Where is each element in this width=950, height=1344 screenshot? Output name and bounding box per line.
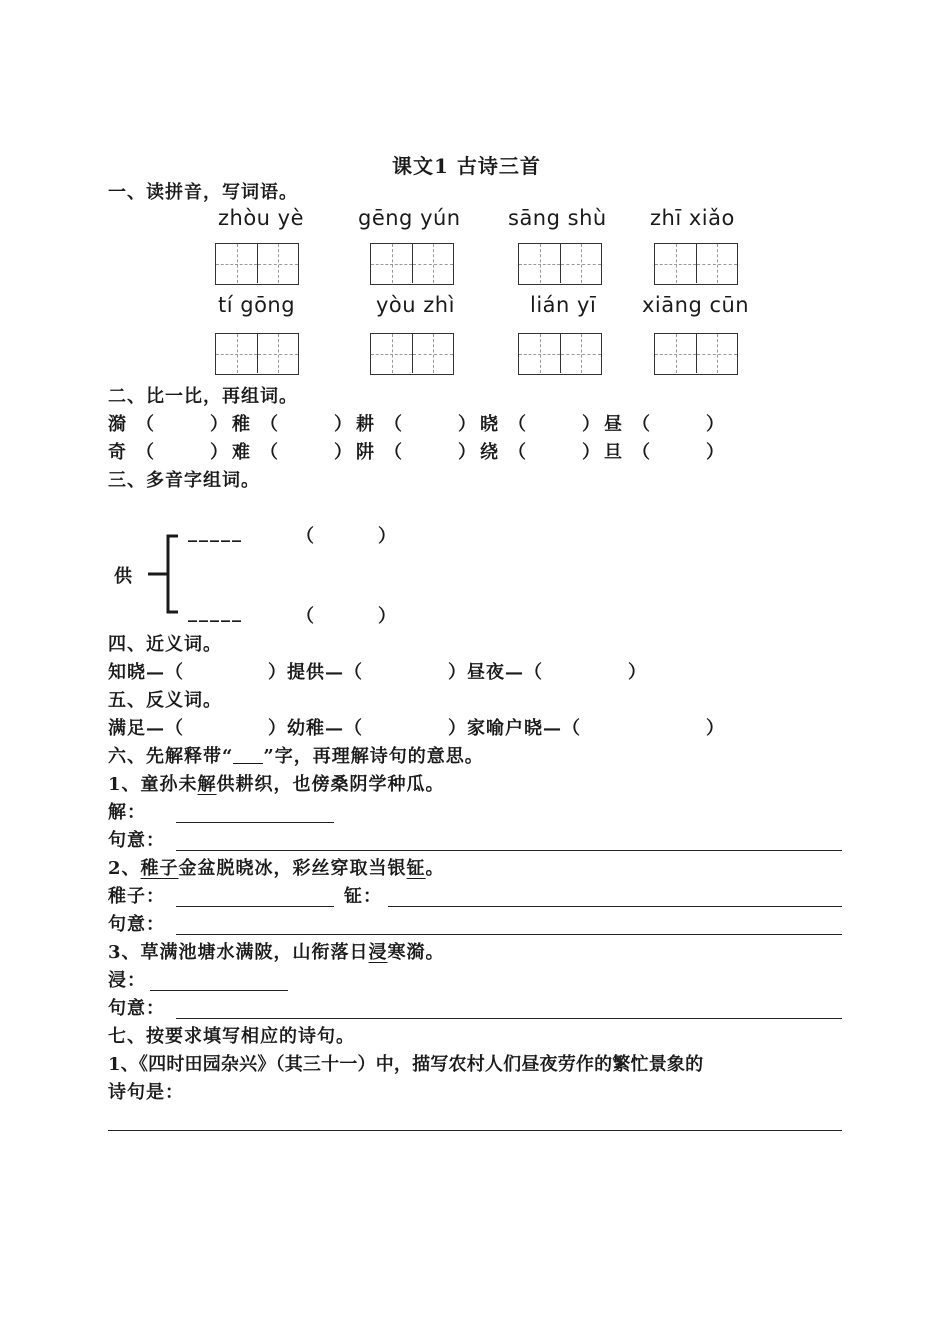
keyword: 稚子 bbox=[140, 858, 179, 879]
paren-open: （ bbox=[384, 442, 403, 463]
pinyin: zhòu yè bbox=[218, 206, 305, 230]
heading-part: ”字，再理解诗句的意思。 bbox=[263, 746, 484, 767]
pinyin: yòu zhì bbox=[376, 293, 455, 317]
paren-close: ） bbox=[582, 414, 601, 435]
answer-line[interactable] bbox=[176, 906, 334, 907]
antonym-item: ） bbox=[706, 718, 725, 739]
answer-label: 稚子： bbox=[108, 886, 165, 907]
paren-open: （ bbox=[296, 606, 315, 627]
answer-label: 钲： bbox=[344, 886, 382, 907]
compare-char: 耕 bbox=[356, 414, 375, 435]
tianzi-grid[interactable] bbox=[215, 243, 299, 285]
compare-char: 绕 bbox=[480, 442, 499, 463]
text: 寒漪。 bbox=[387, 942, 445, 963]
compare-char: 漪 bbox=[108, 414, 127, 435]
section-2-heading: 二、比一比，再组词。 bbox=[108, 386, 298, 407]
paren-close: ） bbox=[210, 442, 229, 463]
antonym-item: ）家喻户晓—（ bbox=[448, 718, 581, 739]
paren-open: （ bbox=[136, 414, 155, 435]
paren-close: ） bbox=[458, 414, 477, 435]
text: 供耕织，也傍桑阴学种瓜。 bbox=[216, 774, 445, 795]
brace-bracket bbox=[146, 532, 186, 616]
heading-part: 六、先解释带“ bbox=[108, 746, 234, 767]
text: 1、童孙未 bbox=[108, 774, 198, 795]
answer-line[interactable] bbox=[176, 1018, 842, 1019]
section-3-heading: 三、多音字组词。 bbox=[108, 470, 260, 491]
paren-open: （ bbox=[136, 442, 155, 463]
answer-label: 浸： bbox=[108, 970, 146, 991]
synonym-item: ）提供—（ bbox=[268, 662, 363, 683]
pinyin: zhī xiǎo bbox=[650, 206, 735, 230]
tianzi-grid[interactable] bbox=[518, 243, 602, 285]
polyphone-char: 供 bbox=[114, 566, 133, 587]
paren-open: （ bbox=[632, 414, 651, 435]
section-1-heading: 一、读拼音，写词语。 bbox=[108, 182, 298, 203]
paren-open: （ bbox=[384, 414, 403, 435]
answer-line[interactable] bbox=[176, 934, 842, 935]
compare-char: 昼 bbox=[604, 414, 623, 435]
page-title: 课文1 古诗三首 bbox=[392, 154, 541, 178]
pinyin: xiāng cūn bbox=[642, 293, 750, 317]
paren-open: （ bbox=[508, 414, 527, 435]
keyword: 浸 bbox=[368, 942, 388, 963]
paren-close: ） bbox=[706, 442, 725, 463]
answer-line[interactable] bbox=[108, 1130, 842, 1131]
tianzi-grid[interactable] bbox=[654, 333, 738, 375]
pinyin: lián yī bbox=[530, 293, 597, 317]
section-6-heading bbox=[108, 742, 484, 768]
compare-char: 奇 bbox=[108, 442, 127, 463]
blank-line[interactable]: _____ bbox=[188, 602, 243, 623]
tianzi-grid[interactable] bbox=[370, 333, 454, 375]
meaning-label: 句意： bbox=[108, 998, 165, 1019]
keyword: 钲 bbox=[406, 858, 426, 879]
tianzi-grid[interactable] bbox=[370, 243, 454, 285]
paren-open: （ bbox=[632, 442, 651, 463]
antonym-item: ）幼稚—（ bbox=[268, 718, 363, 739]
section-5-heading: 五、反义词。 bbox=[108, 690, 222, 711]
tianzi-grid[interactable] bbox=[215, 333, 299, 375]
paren-close: ） bbox=[334, 442, 353, 463]
section-7-heading: 七、按要求填写相应的诗句。 bbox=[108, 1026, 355, 1047]
compare-char: 阱 bbox=[356, 442, 375, 463]
keyword: 解 bbox=[197, 774, 217, 795]
meaning-label: 句意： bbox=[108, 914, 165, 935]
poem-line-3 bbox=[108, 938, 445, 964]
compare-char: 旦 bbox=[604, 442, 623, 463]
compare-char: 难 bbox=[232, 442, 251, 463]
text: 3、草满池塘水满陂，山衔落日 bbox=[108, 942, 369, 963]
text: 。 bbox=[425, 858, 445, 879]
paren-open: （ bbox=[260, 414, 279, 435]
meaning-label: 句意： bbox=[108, 830, 165, 851]
paren-close: ） bbox=[334, 414, 353, 435]
paren-open: （ bbox=[508, 442, 527, 463]
compare-char: 稚 bbox=[232, 414, 251, 435]
text: 2、 bbox=[108, 858, 141, 879]
pinyin: tí gōng bbox=[218, 293, 296, 317]
pinyin: gēng yún bbox=[358, 206, 461, 230]
poem-line-1 bbox=[108, 770, 445, 796]
paren-open: （ bbox=[296, 526, 315, 547]
pinyin: sāng shù bbox=[508, 206, 607, 230]
paren-close: ） bbox=[378, 526, 397, 547]
question-text: 诗句是： bbox=[108, 1082, 184, 1103]
antonym-item: 满足—（ bbox=[108, 718, 184, 739]
tianzi-grid[interactable] bbox=[654, 243, 738, 285]
paren-close: ） bbox=[378, 606, 397, 627]
answer-line[interactable] bbox=[388, 906, 842, 907]
compare-char: 晓 bbox=[480, 414, 499, 435]
tianzi-grid[interactable] bbox=[518, 333, 602, 375]
synonym-item: ） bbox=[628, 662, 647, 683]
poem-line-2 bbox=[108, 854, 445, 880]
answer-label: 解： bbox=[108, 802, 146, 823]
paren-close: ） bbox=[582, 442, 601, 463]
paren-close: ） bbox=[706, 414, 725, 435]
blank-line[interactable]: _____ bbox=[188, 522, 243, 543]
text: 金盆脱晓冰，彩丝穿取当银 bbox=[178, 858, 407, 879]
synonym-item: 知晓—（ bbox=[108, 662, 184, 683]
section-4-heading: 四、近义词。 bbox=[108, 634, 222, 655]
paren-close: ） bbox=[458, 442, 477, 463]
synonym-item: ）昼夜—（ bbox=[448, 662, 543, 683]
answer-line[interactable] bbox=[176, 822, 334, 823]
underline-sample bbox=[233, 763, 263, 764]
answer-line[interactable] bbox=[150, 990, 288, 991]
paren-open: （ bbox=[260, 442, 279, 463]
paren-close: ） bbox=[210, 414, 229, 435]
question-text: 1、《四时田园杂兴》（其三十一）中，描写农村人们昼夜劳作的繁忙景象的 bbox=[108, 1054, 704, 1075]
answer-line[interactable] bbox=[176, 850, 842, 851]
